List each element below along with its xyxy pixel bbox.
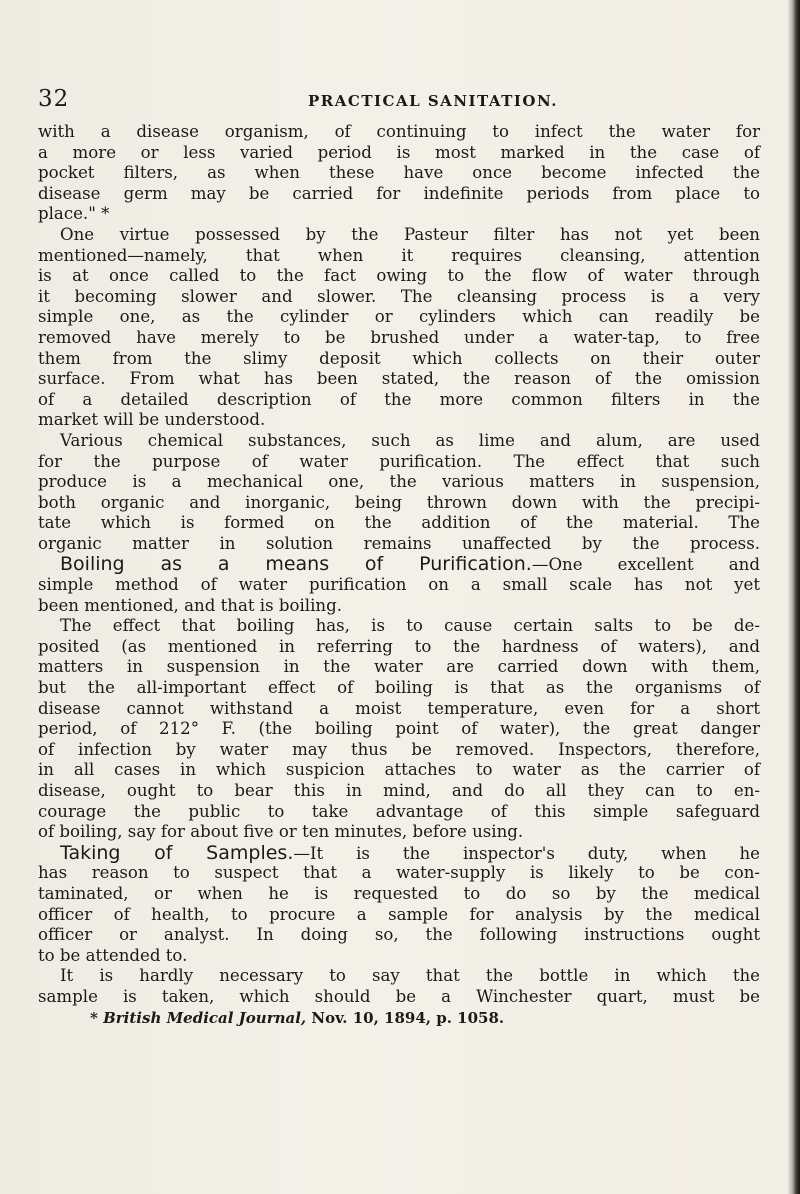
text-line: in all cases in which suspicion attaches to water as the carrier of bbox=[38, 760, 760, 780]
text-line: place." * bbox=[38, 204, 110, 224]
text-line: The effect that boiling has, is to cause certain salts to be de- bbox=[60, 616, 760, 636]
text-line: both organic and inorganic, being thrown down with the precipi- bbox=[38, 492, 760, 512]
text-line: of a detailed description of the more common filters in the bbox=[38, 389, 760, 409]
text-line: Various chemical substances, such as lime and alum, are used bbox=[60, 430, 760, 450]
text-line: but the all-important effect of boiling is that as the organisms of bbox=[38, 678, 760, 698]
text-line: courage the public to take advantage of this simple safeguard bbox=[38, 801, 760, 821]
text-line: taminated, or when he is requested to do so by the medical bbox=[38, 883, 760, 903]
text-line: matters in suspension in the water are carried down with them, bbox=[38, 657, 760, 677]
text-line: removed have merely to be brushed under a water-tap, to free bbox=[38, 327, 760, 347]
text-line: simple one, as the cylinder or cylinders which can readily be bbox=[38, 307, 760, 327]
body-text bbox=[38, 122, 760, 1028]
footnote-details: Nov. 10, 1894, p. 1058. bbox=[311, 1008, 505, 1027]
book-spine-shadow bbox=[788, 0, 800, 1194]
text-line: disease germ may be carried for indefinite periods from place to bbox=[38, 183, 760, 203]
page-header bbox=[38, 86, 758, 116]
text-line: a more or less varied period is most marked in the case of bbox=[38, 142, 760, 162]
footnote-source: British Medical Journal, bbox=[103, 1008, 307, 1027]
footnote bbox=[38, 1008, 760, 1028]
text-line: of boiling, say for about five or ten minutes, before using. bbox=[38, 822, 524, 842]
text-line: One virtue possessed by the Pasteur filter has not yet been bbox=[60, 224, 760, 244]
running-title: PRACTICAL SANITATION. bbox=[308, 92, 558, 110]
text-line: mentioned—namely, that when it requires cleansing, attention bbox=[38, 245, 760, 265]
text-line: to be attended to. bbox=[38, 945, 188, 965]
text-line: produce is a mechanical one, the various matters in suspension, bbox=[38, 472, 760, 492]
text-line: organic matter in solution remains unaffected by the process. bbox=[38, 533, 760, 553]
text-line: sample is taken, which should be a Winchester quart, must be bbox=[38, 986, 760, 1006]
text-line: for the purpose of water purification. The effect that such bbox=[38, 451, 760, 471]
text-line: been mentioned, and that is boiling. bbox=[38, 595, 342, 615]
section-heading-samples: Taking of Samples. bbox=[60, 841, 294, 864]
text-line: —One excellent and bbox=[531, 555, 760, 575]
text-line: officer or analyst. In doing so, the following instructions ought bbox=[38, 925, 760, 945]
text-line: is at once called to the fact owing to the flow of water through bbox=[38, 266, 760, 286]
text-line: surface. From what has been stated, the reason of the omission bbox=[38, 369, 760, 389]
section-heading-line bbox=[38, 554, 760, 575]
text-line: it becoming slower and slower. The cleansing process is a very bbox=[38, 286, 760, 306]
section-heading-line bbox=[38, 843, 760, 864]
text-line: disease, ought to bear this in mind, and do all they can to en- bbox=[38, 781, 760, 800]
text-line: posited (as mentioned in referring to the hardness of waters), and bbox=[38, 636, 760, 656]
text-line: period, of 212° F. (the boiling point of water), the great danger bbox=[38, 719, 760, 739]
text-line: tate which is formed on the addition of the material. The bbox=[38, 513, 760, 533]
text-line: officer of health, to procure a sample for analysis by the medical bbox=[38, 904, 760, 924]
text-line: with a disease organism, of continuing to infect the water for bbox=[38, 122, 760, 141]
text-line: market will be understood. bbox=[38, 410, 266, 430]
text-line: of infection by water may thus be removed. Inspectors, therefore, bbox=[38, 739, 760, 759]
text-line: them from the slimy deposit which collects on their outer bbox=[38, 348, 760, 368]
text-line: —It is the inspector's duty, when he bbox=[293, 843, 760, 863]
text-line: simple method of water purification on a small scale has not yet bbox=[38, 575, 760, 595]
text-line: It is hardly necessary to say that the bottle in which the bbox=[60, 966, 760, 986]
text-line: pocket filters, as when these have once become infected the bbox=[38, 163, 760, 183]
text-line: has reason to suspect that a water-supply is likely to be con- bbox=[38, 863, 760, 883]
section-heading-boiling: Boiling as a means of Purification. bbox=[60, 553, 532, 576]
footnote-marker: * bbox=[90, 1008, 98, 1027]
text-line: disease cannot withstand a moist temperature, even for a short bbox=[38, 698, 760, 718]
page-number: 32 bbox=[38, 86, 70, 112]
